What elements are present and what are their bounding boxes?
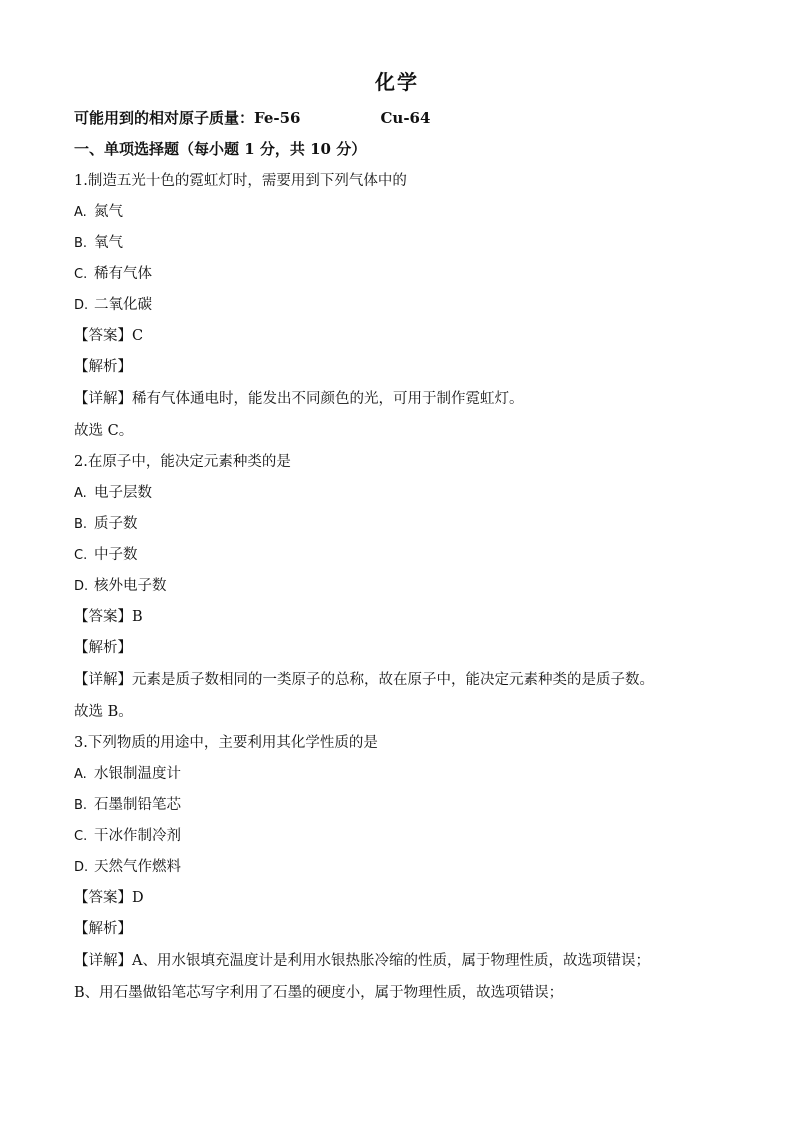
question-2-detail: 【详解】元素是质子数相同的一类原子的总称，故在原子中，能决定元素种类的是质子数。	[74, 672, 654, 688]
question-3-answer: 【答案】D	[74, 890, 144, 906]
option-text: 干冰作制冷剂	[94, 828, 181, 844]
question-2-answer: 【答案】B	[74, 609, 143, 625]
question-3-detail-a: 【详解】A、用水银填充温度计是利用水银热胀冷缩的性质，属于物理性质，故选项错误；	[74, 953, 650, 969]
option-text: 稀有气体	[94, 266, 152, 282]
option-text: 氧气	[94, 235, 123, 251]
option-letter: C.	[74, 267, 88, 282]
option-text: 水银制温度计	[94, 766, 181, 782]
option-text: 氮气	[94, 204, 123, 220]
question-3-option-b	[74, 795, 181, 816]
question-1-stem: 1.制造五光十色的霓虹灯时，需要用到下列气体中的	[74, 173, 407, 189]
option-letter: C.	[74, 829, 88, 844]
option-letter: D.	[74, 298, 89, 313]
question-3-stem: 3.下列物质的用途中，主要利用其化学性质的是	[74, 735, 378, 751]
option-text: 质子数	[94, 516, 138, 532]
document-title: 化学	[375, 70, 419, 94]
option-letter: B.	[74, 236, 88, 251]
question-3-option-c	[74, 826, 181, 847]
option-letter: A.	[74, 486, 87, 501]
option-letter: B.	[74, 798, 88, 813]
option-letter: B.	[74, 517, 88, 532]
atomic-mass-line	[74, 108, 430, 128]
question-1-option-a	[74, 202, 123, 223]
option-letter: D.	[74, 579, 89, 594]
option-text: 二氧化碳	[94, 297, 152, 313]
atomic-mass-cu: Cu-64	[380, 109, 431, 127]
question-2-option-d	[74, 576, 167, 597]
question-2-conclusion: 故选 B。	[74, 704, 133, 720]
question-1-option-d	[74, 295, 152, 316]
question-2-option-a	[74, 483, 152, 504]
question-2-analysis: 【解析】	[74, 640, 132, 656]
question-3-option-a	[74, 764, 181, 785]
question-1-analysis: 【解析】	[74, 359, 132, 375]
option-text: 天然气作燃料	[94, 859, 181, 875]
question-3-analysis: 【解析】	[74, 921, 132, 937]
question-3-option-d	[74, 857, 181, 878]
question-1-conclusion: 故选 C。	[74, 423, 134, 439]
option-text: 石墨制铅笔芯	[94, 797, 181, 813]
question-2-stem: 2.在原子中，能决定元素种类的是	[74, 454, 291, 470]
option-letter: A.	[74, 205, 87, 220]
section-heading: 一、单项选择题（每小题 1 分，共 10 分）	[74, 140, 367, 158]
option-letter: C.	[74, 548, 88, 563]
option-text: 中子数	[94, 547, 138, 563]
option-letter: A.	[74, 767, 87, 782]
question-2-option-c	[74, 545, 138, 566]
option-letter: D.	[74, 860, 89, 875]
question-1-option-b	[74, 233, 123, 254]
question-1-option-c	[74, 264, 152, 285]
option-text: 核外电子数	[94, 578, 167, 594]
question-3-detail-b: B、用石墨做铅笔芯写字利用了石墨的硬度小，属于物理性质，故选项错误；	[74, 985, 564, 1001]
option-text: 电子层数	[94, 485, 152, 501]
atomic-mass-label: 可能用到的相对原子质量：Fe-56	[74, 109, 301, 127]
question-1-detail: 【详解】稀有气体通电时，能发出不同颜色的光，可用于制作霓虹灯。	[74, 391, 524, 407]
question-1-answer: 【答案】C	[74, 328, 144, 344]
question-2-option-b	[74, 514, 138, 535]
